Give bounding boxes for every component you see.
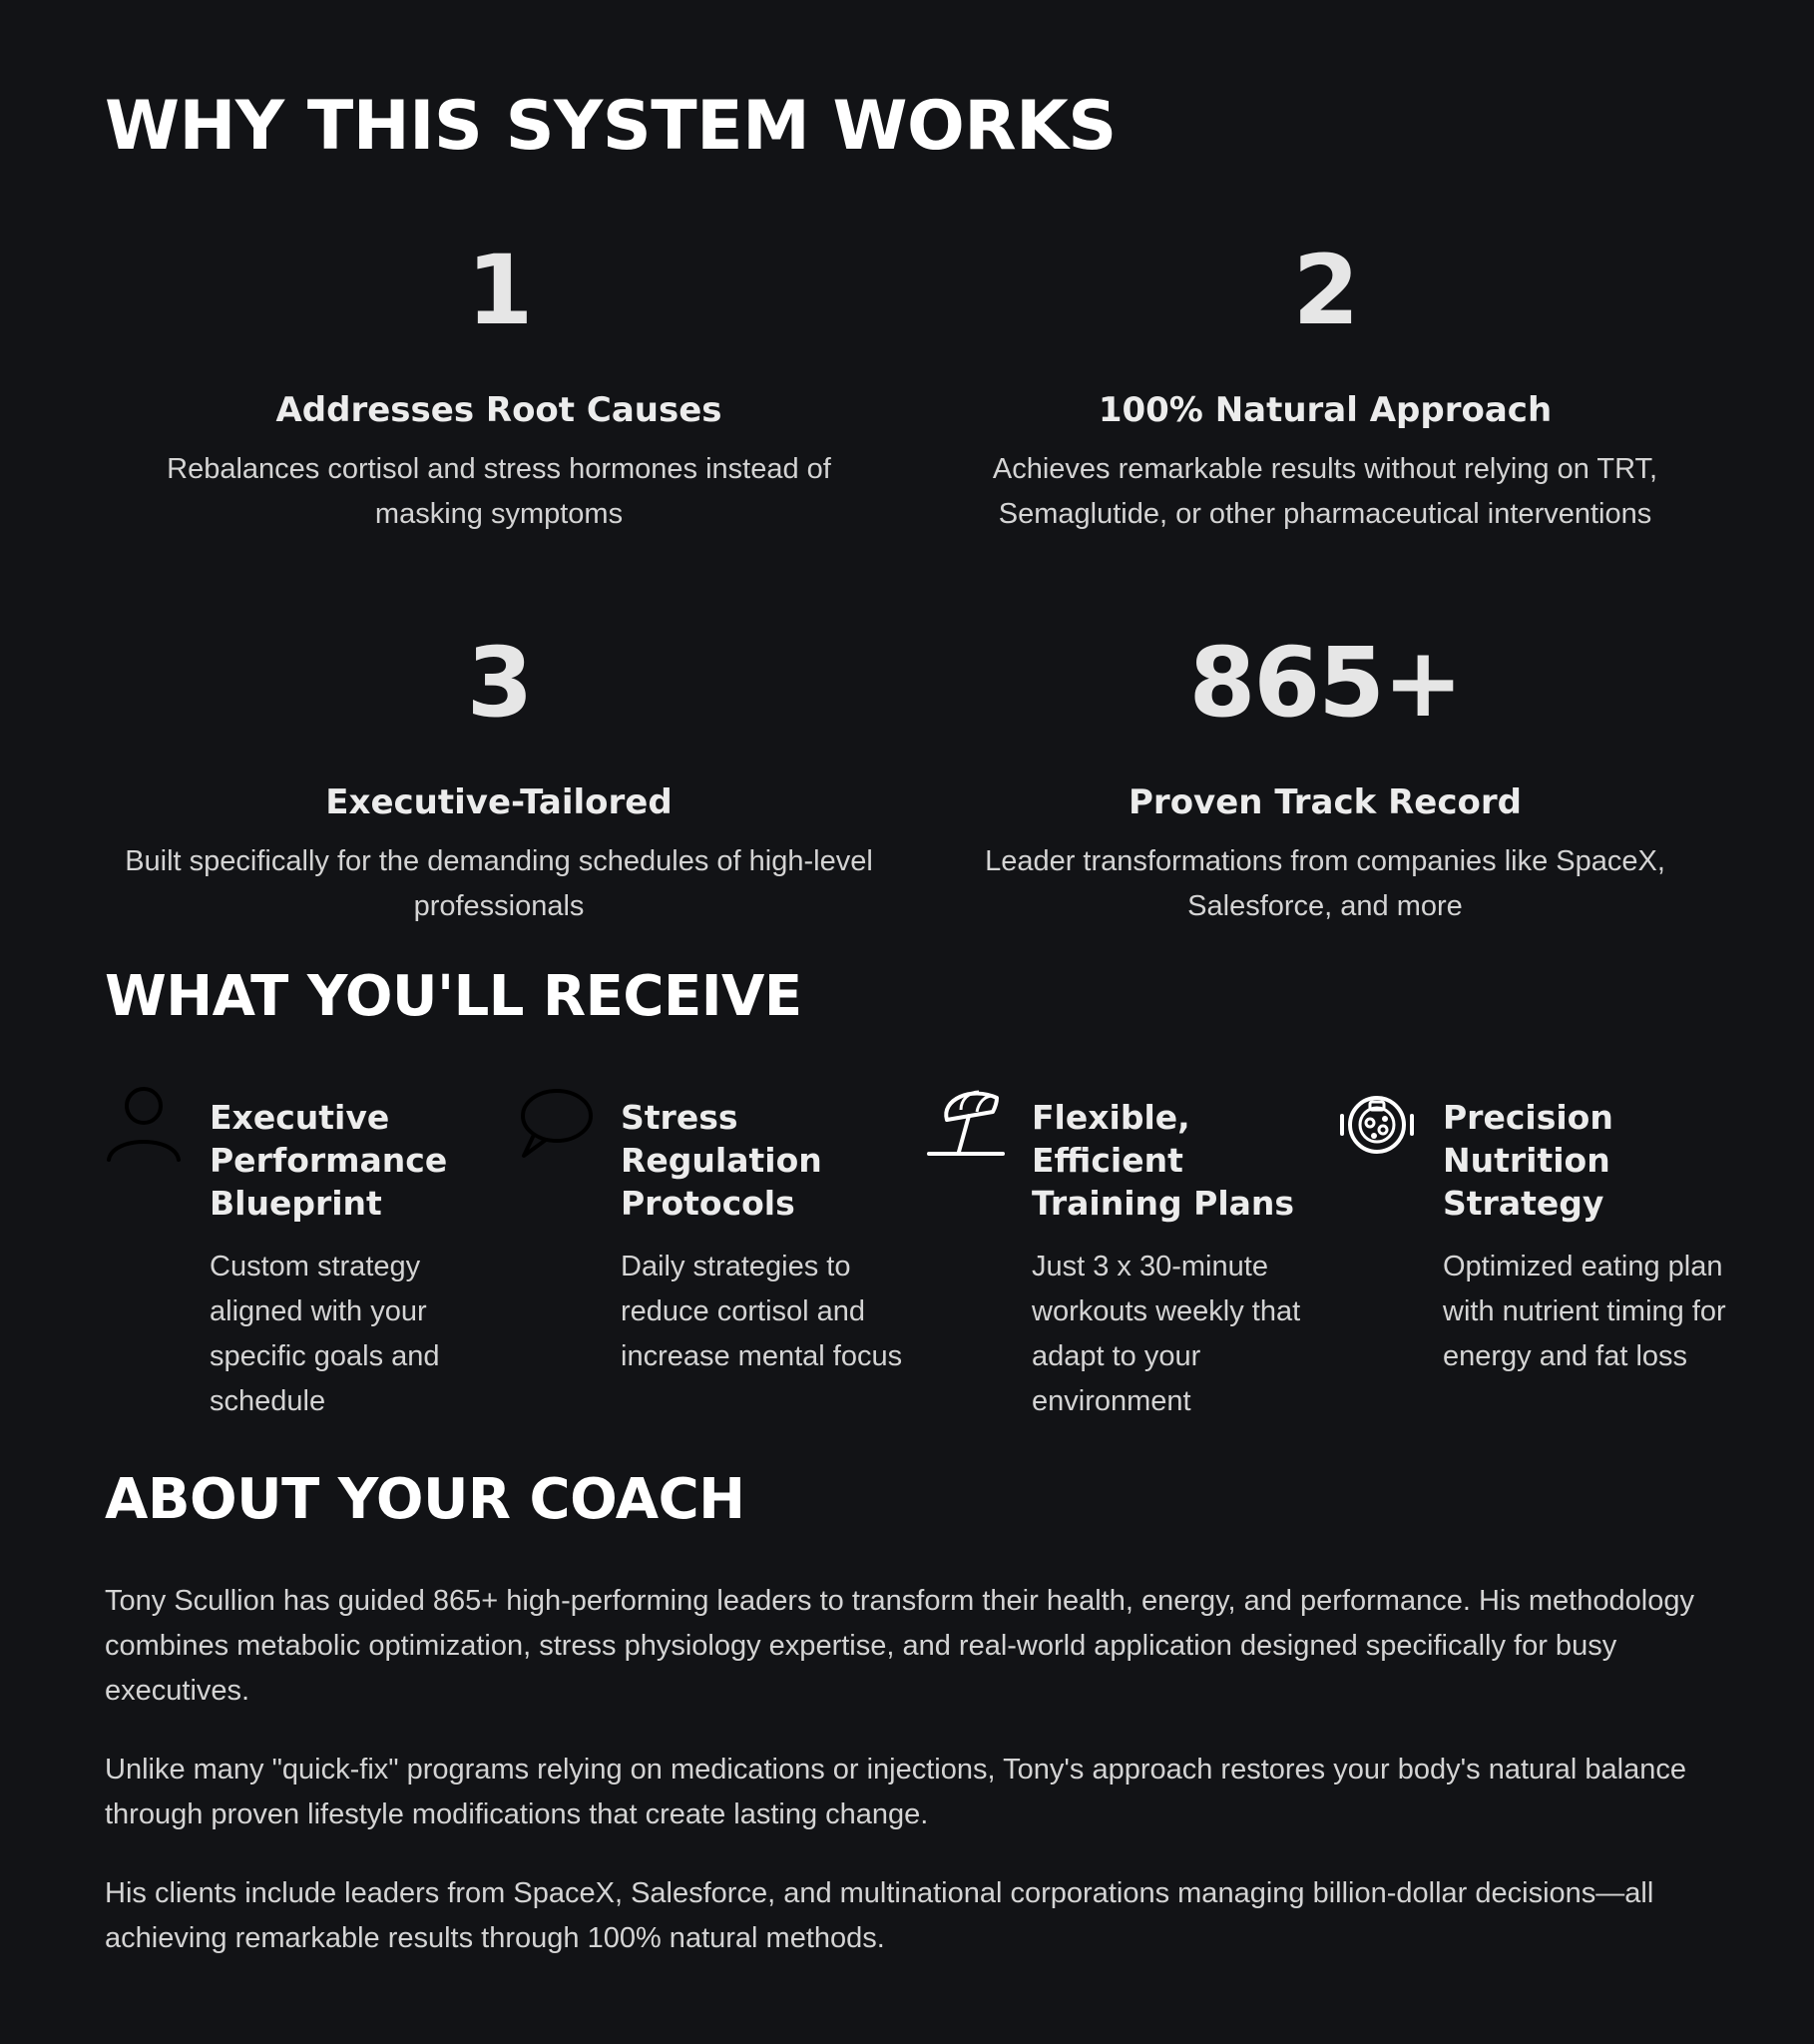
feature-title: Stress Regulation Protocols bbox=[621, 1098, 822, 1223]
feature-title: Flexible, Efficient Training Plans bbox=[1032, 1098, 1295, 1223]
receive-section-title: WHAT YOU'LL RECEIVE bbox=[105, 964, 802, 1029]
stat-card bbox=[105, 236, 893, 537]
feature-title: Executive Performance Blueprint bbox=[210, 1098, 448, 1223]
coach-section-title: ABOUT YOUR COACH bbox=[105, 1467, 745, 1532]
stat-number: 2 bbox=[1292, 235, 1358, 346]
stat-card bbox=[931, 236, 1719, 537]
stat-number: 865+ bbox=[1188, 627, 1462, 739]
feature-title: Precision Nutrition Strategy bbox=[1443, 1098, 1613, 1223]
stat-title: Addresses Root Causes bbox=[275, 390, 722, 430]
coach-paragraph: Tony Scullion has guided 865+ high-performing leaders to transform their health, energy, and performance. His methodology combines metabolic optimization, stress physiology expertise, and real-world application designed specifically for busy executives. bbox=[105, 1585, 1694, 1707]
coach-paragraph: Unlike many "quick-fix" programs relying on medications or injections, Tony's approach restores your body's natural balance through proven lifestyle modifications that create lasting change. bbox=[105, 1754, 1687, 1830]
stat-description: Achieves remarkable results without relying on TRT, Semaglutide, or other pharmaceutical interventions bbox=[992, 453, 1658, 530]
stat-title: 100% Natural Approach bbox=[1098, 390, 1553, 430]
stat-card bbox=[105, 628, 893, 929]
stat-description: Built specifically for the demanding schedules of high-level professionals bbox=[125, 845, 873, 922]
stat-number: 3 bbox=[466, 627, 532, 739]
nutrition-icon bbox=[1338, 1086, 1416, 1164]
coach-paragraph: His clients include leaders from SpaceX, Salesforce, and multinational corporations managing billion-dollar decisions—all achieving remarkable results through 100% natural methods. bbox=[105, 1877, 1654, 1954]
stat-description: Rebalances cortisol and stress hormones instead of masking symptoms bbox=[167, 453, 831, 530]
stat-number: 1 bbox=[466, 235, 532, 346]
stat-card bbox=[931, 628, 1719, 929]
feature-description: Daily strategies to reduce cortisol and increase mental focus bbox=[621, 1251, 903, 1372]
umbrella-icon bbox=[927, 1086, 1005, 1164]
stat-title: Proven Track Record bbox=[1129, 782, 1522, 822]
speech-bubble-icon bbox=[516, 1086, 594, 1164]
stat-description: Leader transformations from companies like SpaceX, Salesforce, and more bbox=[985, 845, 1665, 922]
feature-description: Just 3 x 30-minute workouts weekly that adapt to your environment bbox=[1032, 1251, 1301, 1417]
person-icon bbox=[105, 1086, 183, 1164]
stat-title: Executive-Tailored bbox=[325, 782, 673, 822]
why-section-title: WHY THIS SYSTEM WORKS bbox=[105, 87, 1117, 166]
feature-description: Custom strategy aligned with your specific goals and schedule bbox=[210, 1251, 440, 1417]
feature-description: Optimized eating plan with nutrient timing for energy and fat loss bbox=[1443, 1251, 1726, 1372]
